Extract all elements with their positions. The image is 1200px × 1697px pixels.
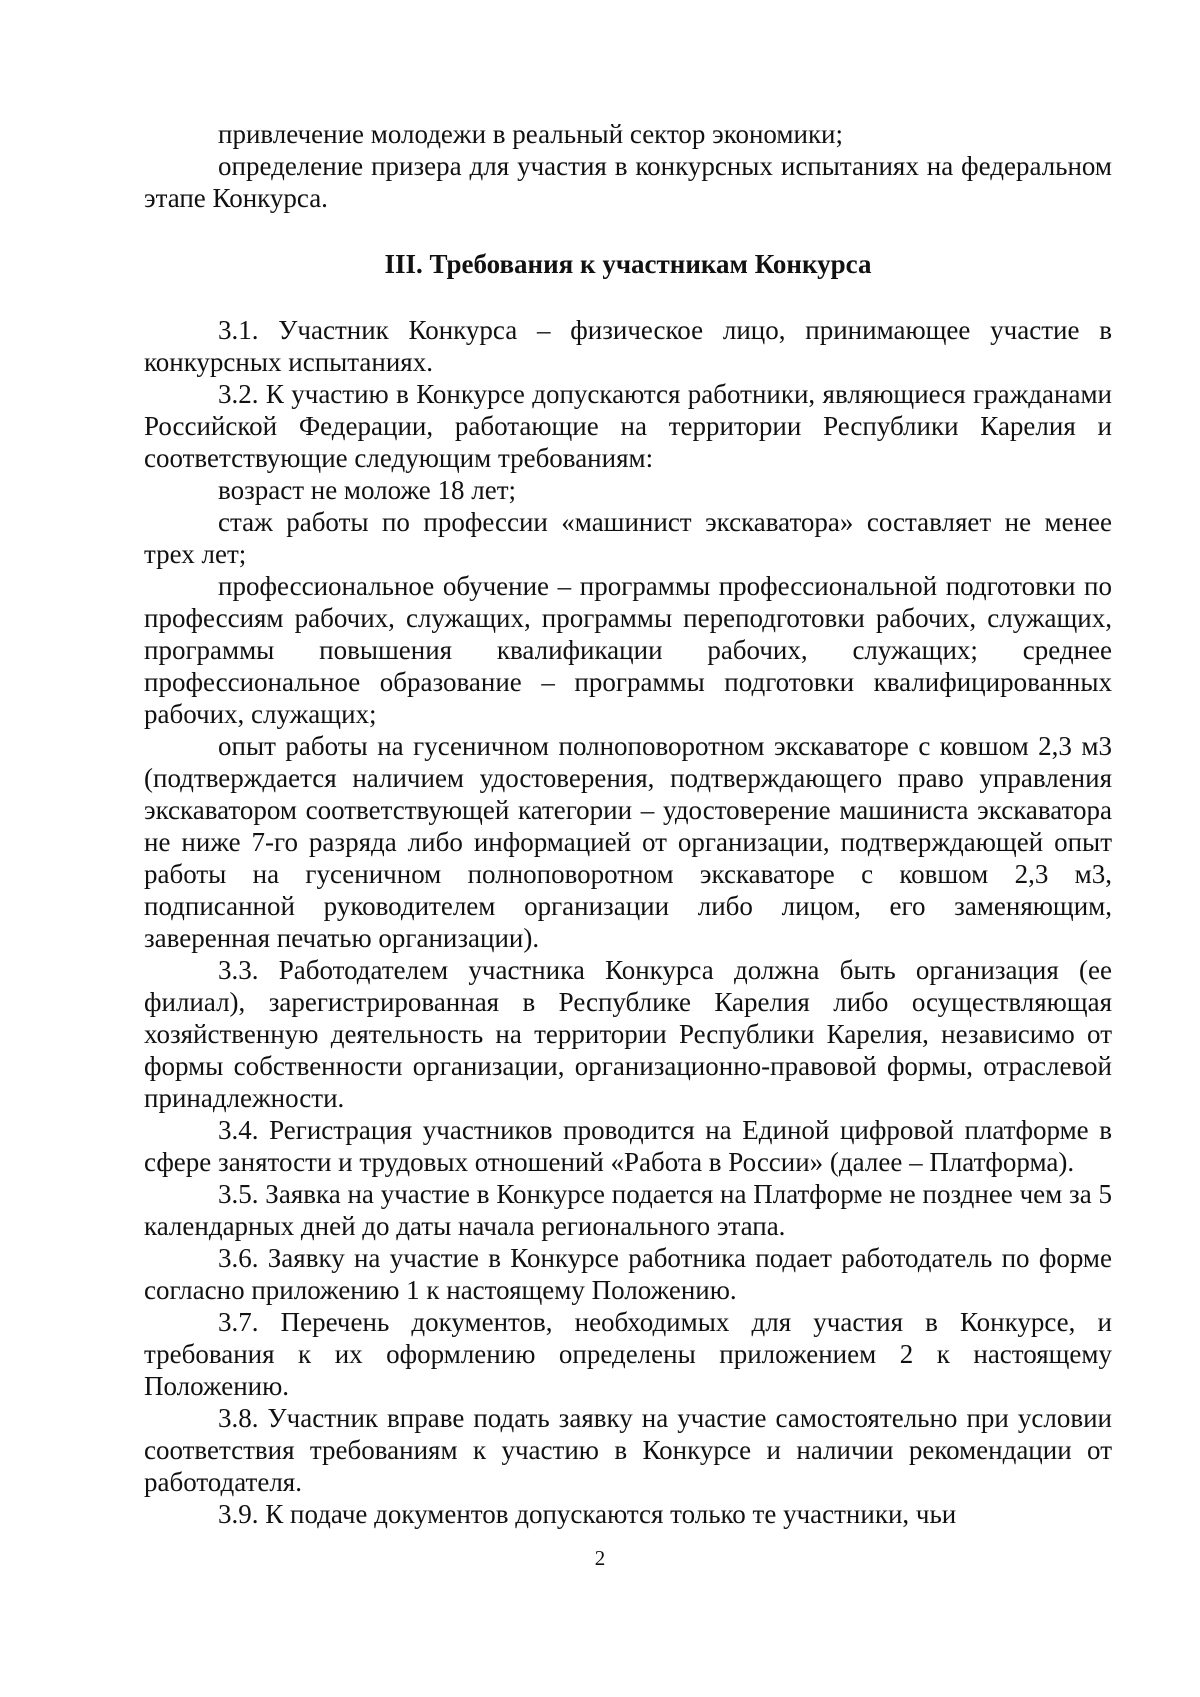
intro-item: определение призера для участия в конкурсных испытаниях на федеральном этапе Конкурса. bbox=[144, 151, 1112, 213]
paragraph-3-4: 3.4. Регистрация участников проводится на Единой цифровой платформе в сфере занятости и трудовых отношений «Работа в России» (далее – Платформа). bbox=[144, 1115, 1112, 1177]
paragraph-3-2: 3.2. К участию в Конкурсе допускаются работники, являющиеся гражданами Российской Федерации, работающие на территории Республики Карелия и соответствующие следующим требованиям: bbox=[144, 379, 1112, 473]
requirement-experience: стаж работы по профессии «машинист экскаватора» составляет не менее трех лет; bbox=[144, 507, 1112, 569]
paragraph-3-5: 3.5. Заявка на участие в Конкурсе подается на Платформе не позднее чем за 5 календарных дней до даты начала регионального этапа. bbox=[144, 1179, 1112, 1241]
requirement-training: профессиональное обучение – программы профессиональной подготовки по профессиям рабочих, служащих, программы переподготовки рабочих, служащих, программы повышения квалификации рабочих, служащих; среднее профессиональное образование – программы подготовки квалифицированных рабочих, служащих; bbox=[144, 571, 1112, 729]
paragraph-3-1: 3.1. Участник Конкурса – физическое лицо, принимающее участие в конкурсных испытаниях. bbox=[144, 315, 1112, 377]
requirement-excavator-experience: опыт работы на гусеничном полноповоротном экскаваторе с ковшом 2,3 м3 (подтверждается наличием удостоверения, подтверждающего право управления экскаватором соответствующей категории – удостоверение машиниста экскаватора не ниже 7-го разряда либо информацией от организации, подтверждающей опыт работы на гусеничном полноповоротном экскаваторе с ковшом 2,3 м3, подписанной руководителем организации либо лицом, его заменяющим, заверенная печатью организации). bbox=[144, 731, 1112, 953]
paragraph-3-7: 3.7. Перечень документов, необходимых для участия в Конкурсе, и требования к их оформлению определены приложением 2 к настоящему Положению. bbox=[144, 1307, 1112, 1401]
paragraph-3-6: 3.6. Заявку на участие в Конкурсе работника подает работодатель по форме согласно приложению 1 к настоящему Положению. bbox=[144, 1243, 1112, 1305]
paragraph-3-9: 3.9. К подаче документов допускаются только те участники, чьи bbox=[218, 1499, 957, 1529]
paragraph-3-8: 3.8. Участник вправе подать заявку на участие самостоятельно при условии соответствия требованиям к участию в Конкурсе и наличии рекомендации от работодателя. bbox=[144, 1403, 1112, 1497]
document-body bbox=[144, 118, 1112, 1530]
page-number: 2 bbox=[594, 1546, 606, 1570]
intro-item: привлечение молодежи в реальный сектор экономики; bbox=[218, 119, 844, 149]
paragraph-3-3: 3.3. Работодателем участника Конкурса должна быть организация (ее филиал), зарегистрированная в Республике Карелия либо осуществляющая хозяйственную деятельность на территории Республики Карелия, независимо от формы собственности организации, организационно-правовой формы, отраслевой принадлежности. bbox=[144, 955, 1112, 1113]
requirement-age: возраст не моложе 18 лет; bbox=[218, 475, 517, 505]
section-heading: III. Требования к участникам Конкурса bbox=[384, 249, 872, 279]
